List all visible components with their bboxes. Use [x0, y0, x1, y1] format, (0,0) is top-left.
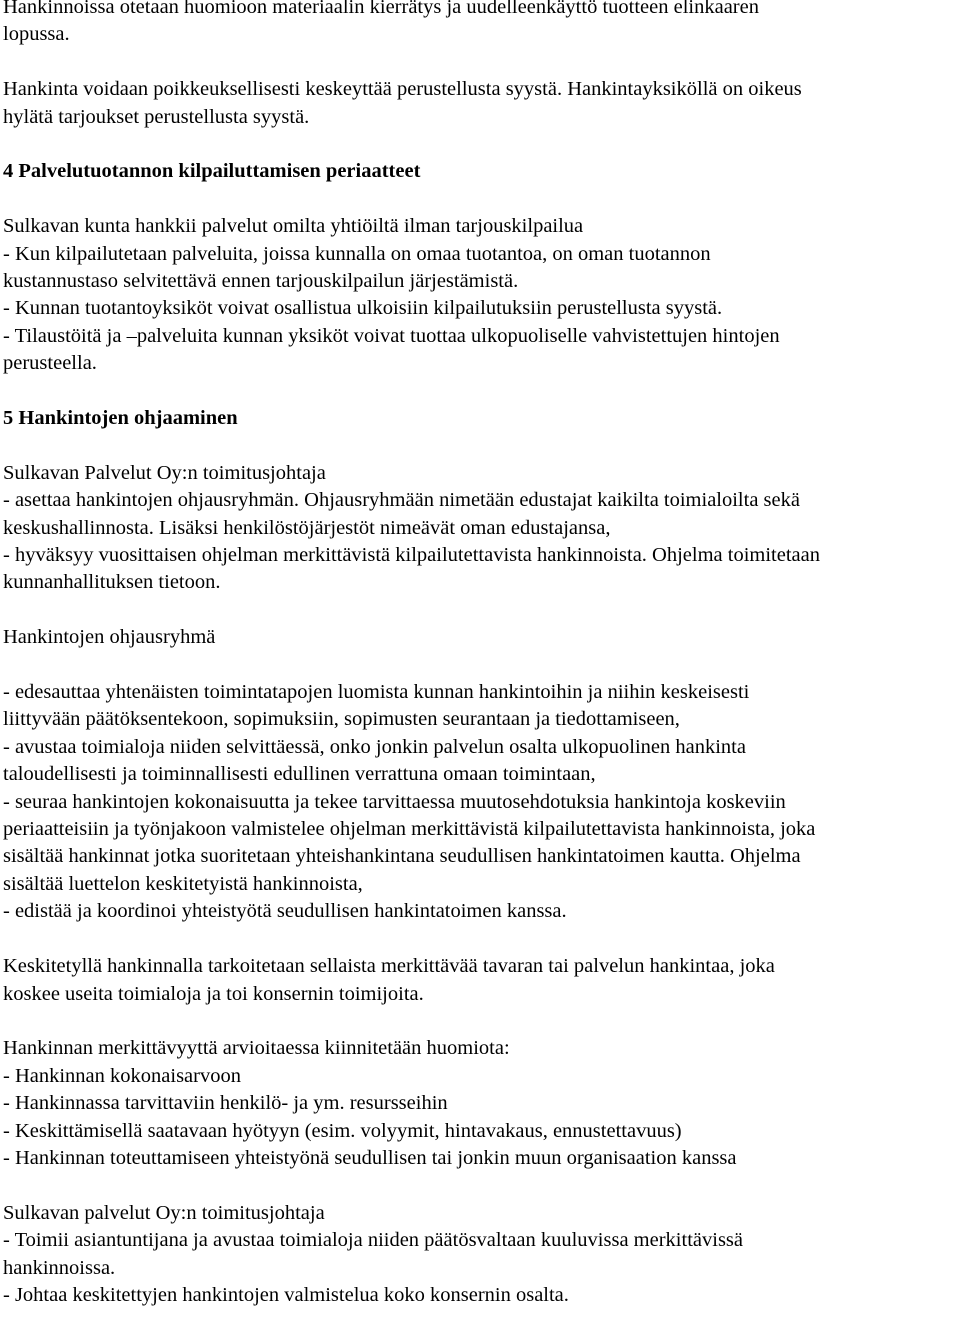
list-item: - Keskittämisellä saatavaan hyötyyn (esim. volyymit, hintavakaus, ennustettavuus)	[3, 1119, 682, 1142]
text-line: perusteella.	[3, 352, 97, 375]
paragraph-gap	[3, 1008, 958, 1035]
section-4-body	[3, 213, 958, 377]
paragraph-gap	[3, 131, 958, 158]
text-line: - seuraa hankintojen kokonaisuutta ja tekee tarvittaessa muutosehdotuksia hankintoja koskeviin	[3, 790, 786, 813]
text-line: sisältää luettelon keskitetyistä hankinnoista,	[3, 872, 363, 895]
text-line: Sulkavan palvelut Oy:n toimitusjohtaja	[3, 1201, 325, 1224]
text-line: hylätä tarjoukset perustellusta syystä.	[3, 105, 310, 128]
steering-group-duties	[3, 679, 958, 926]
section-4-heading: 4 Palvelutuotannon kilpailuttamisen periaatteet	[3, 160, 421, 183]
text-line: Keskitetyllä hankinnalla tarkoitetaan sellaista merkittävää tavaran tai palvelun hankintaa, joka	[3, 955, 775, 978]
significance-criteria	[3, 1035, 958, 1172]
centralized-procurement-definition	[3, 953, 958, 1008]
paragraph-gap	[3, 652, 958, 679]
text-line: - asettaa hankintojen ohjausryhmän. Ohjausryhmään nimetään edustajat kaikilta toimialoilta sekä	[3, 489, 800, 512]
text-line: - edesauttaa yhtenäisten toimintatapojen luomista kunnan hankintoihin ja niihin keskeisesti	[3, 681, 750, 704]
list-item: - Hankinnan toteuttamiseen yhteistyönä seudullisen tai jonkin muun organisaation kanssa	[3, 1146, 737, 1169]
text-line: kunnanhallituksen tietoon.	[3, 571, 221, 594]
intro-paragraph-cancellation	[3, 76, 958, 131]
text-line: hankinnoissa.	[3, 1256, 116, 1279]
paragraph-gap	[3, 186, 958, 213]
list-item: - Hankinnassa tarvittaviin henkilö- ja ym. resursseihin	[3, 1092, 448, 1115]
ceo-role-centralized	[3, 1200, 958, 1310]
text-line: - edistää ja koordinoi yhteistyötä seudullisen hankintatoimen kanssa.	[3, 900, 567, 923]
section-5-heading: 5 Hankintojen ohjaaminen	[3, 407, 238, 430]
text-line: liittyvään päätöksentekoon, sopimuksiin, sopimusten seurantaan ja tiedottamiseen,	[3, 708, 680, 731]
intro-paragraph-materials	[3, 0, 958, 49]
text-line: kustannustaso selvitettävä ennen tarjouskilpailun järjestämistä.	[3, 270, 519, 293]
paragraph-gap	[3, 378, 958, 405]
text-line: - Johtaa keskitettyjen hankintojen valmistelua koko konsernin osalta.	[3, 1283, 569, 1306]
text-line: Sulkavan kunta hankkii palvelut omilta yhtiöiltä ilman tarjouskilpailua	[3, 215, 584, 238]
text-line: Sulkavan Palvelut Oy:n toimitusjohtaja	[3, 461, 326, 484]
text-line: sisältää hankinnat jotka suoritetaan yhteishankintana seudullisen hankintatoimen kautta. Ohjelma	[3, 845, 801, 868]
text-line: Hankinnoissa otetaan huomioon materiaalin kierrätys ja uudelleenkäyttö tuotteen elinkaaren	[3, 0, 759, 18]
paragraph-gap	[3, 49, 958, 76]
text-line: taloudellisesti ja toiminnallisesti edullinen verrattuna omaan toimintaan,	[3, 763, 596, 786]
list-item: - Hankinnan kokonaisarvoon	[3, 1064, 241, 1087]
text-line: periaatteisiin ja työnjakoon valmistelee ohjelman merkittävistä kilpailutettavista hankinnoista, joka	[3, 818, 816, 841]
paragraph-gap	[3, 432, 958, 459]
text-line: - Kunnan tuotantoyksiköt voivat osallistua ulkoisiin kilpailutuksiin perustellusta syystä.	[3, 297, 723, 320]
steering-group-title: Hankintojen ohjausryhmä	[3, 626, 216, 649]
paragraph-gap	[3, 597, 958, 624]
text-line: - Toimii asiantuntijana ja avustaa toimialoja niiden päätösvaltaan kuuluvissa merkittävissä	[3, 1229, 743, 1252]
text-line: - hyväksyy vuosittaisen ohjelman merkittävistä kilpailutettavista hankinnoista. Ohjelma toimitetaan	[3, 544, 820, 567]
text-line: koskee useita toimialoja ja toi konsernin toimijoita.	[3, 982, 424, 1005]
paragraph-gap	[3, 926, 958, 953]
text-line: - Tilaustöitä ja –palveluita kunnan yksiköt voivat tuottaa ulkopuoliselle vahvistettujen hintojen	[3, 324, 780, 347]
paragraph-gap	[3, 1172, 958, 1199]
text-line: - avustaa toimialoja niiden selvittäessä, onko jonkin palvelun osalta ulkopuolinen hankinta	[3, 735, 746, 758]
document-page	[3, 0, 958, 1309]
text-line: lopussa.	[3, 23, 70, 46]
ceo-duties	[3, 460, 958, 597]
text-line: Hankinnan merkittävyyttä arvioitaessa kiinnitetään huomiota:	[3, 1037, 510, 1060]
text-line: keskushallinnosta. Lisäksi henkilöstöjärjestöt nimeävät oman edustajansa,	[3, 516, 611, 539]
text-line: Hankinta voidaan poikkeuksellisesti keskeyttää perustellusta syystä. Hankintayksiköllä on oikeus	[3, 78, 802, 101]
text-line: - Kun kilpailutetaan palveluita, joissa kunnalla on omaa tuotantoa, on oman tuotannon	[3, 242, 711, 265]
